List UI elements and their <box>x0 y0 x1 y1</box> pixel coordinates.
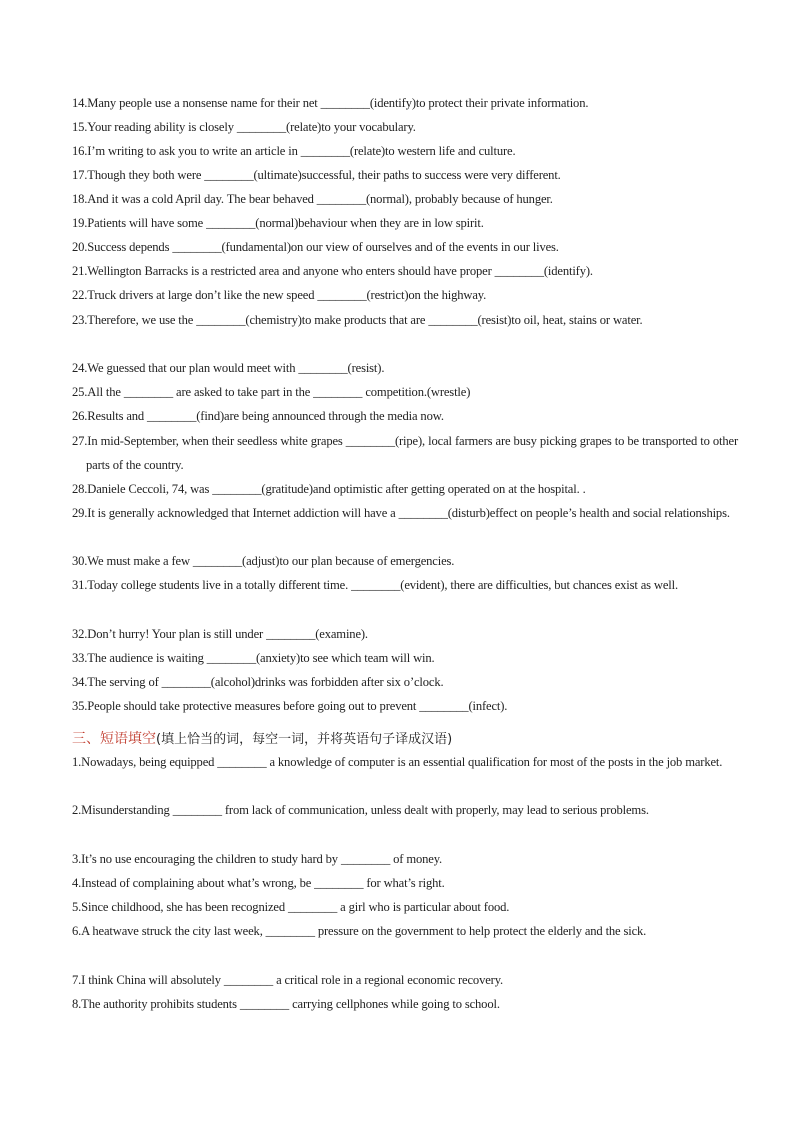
question-15: 15.Your reading ability is closely ________(relate)to your vocabulary. <box>72 120 416 134</box>
question-16: 16.I’m writing to ask you to write an article in ________(relate)to western life and culture. <box>72 144 516 158</box>
section-3-heading <box>72 728 452 751</box>
question-24: 24.We guessed that our plan would meet with ________(resist). <box>72 361 385 375</box>
question-27: 27.In mid-September, when their seedless white grapes ________(ripe), local farmers are busy picking grapes to be transported to other parts of the country. <box>72 434 738 472</box>
question-21: 21.Wellington Barracks is a restricted area and anyone who enters should have proper ________(identify). <box>72 264 593 278</box>
phrase-question-5: 5.Since childhood, she has been recognized ________ a girl who is particular about food. <box>72 900 510 914</box>
phrase-question-3: 3.It’s no use encouraging the children to study hard by ________ of money. <box>72 852 443 866</box>
phrase-question-8: 8.The authority prohibits students ________ carrying cellphones while going to school. <box>72 997 500 1011</box>
question-14: 14.Many people use a nonsense name for their net ________(identify)to protect their private information. <box>72 96 589 110</box>
question-22: 22.Truck drivers at large don’t like the new speed ________(restrict)on the highway. <box>72 288 487 302</box>
question-35: 35.People should take protective measures before going out to prevent ________(infect). <box>72 699 508 713</box>
section-3-instructions: (填上恰当的词，每空一词，并将英语句子译成汉语) <box>156 732 453 747</box>
phrase-question-2: 2.Misunderstanding ________ from lack of communication, unless dealt with properly, may lead to serious problems. <box>72 803 649 817</box>
question-29: 29.It is generally acknowledged that Internet addiction will have a ________(disturb)effect on people’s health and social relationships. <box>72 506 730 520</box>
phrase-question-4: 4.Instead of complaining about what’s wrong, be ________ for what’s right. <box>72 876 445 890</box>
phrase-question-7: 7.I think China will absolutely ________ a critical role in a regional economic recovery. <box>72 973 504 987</box>
question-30: 30.We must make a few ________(adjust)to our plan because of emergencies. <box>72 554 455 568</box>
phrase-question-6: 6.A heatwave struck the city last week, ________ pressure on the government to help protect the elderly and the sick. <box>72 924 647 938</box>
question-19: 19.Patients will have some ________(normal)behaviour when they are in low spirit. <box>72 216 484 230</box>
question-18: 18.And it was a cold April day. The bear behaved ________(normal), probably because of hunger. <box>72 192 553 206</box>
question-31: 31.Today college students live in a totally different time. ________(evident), there are difficulties, but chances exist as well. <box>72 578 679 592</box>
question-33: 33.The audience is waiting ________(anxiety)to see which team will win. <box>72 651 435 665</box>
question-17: 17.Though they both were ________(ultimate)successful, their paths to success were very different. <box>72 168 561 182</box>
question-28: 28.Daniele Ceccoli, 74, was ________(gratitude)and optimistic after getting operated on at the hospital. . <box>72 482 586 496</box>
question-23: 23.Therefore, we use the ________(chemistry)to make products that are ________(resist)to oil, heat, stains or water. <box>72 313 643 327</box>
question-25: 25.All the ________ are asked to take part in the ________ competition.(wrestle) <box>72 385 471 399</box>
question-26: 26.Results and ________(find)are being announced through the media now. <box>72 409 444 423</box>
phrase-question-1: 1.Nowadays, being equipped ________ a knowledge of computer is an essential qualification for most of the posts in the job market. <box>72 755 723 769</box>
question-34: 34.The serving of ________(alcohol)drinks was forbidden after six o’clock. <box>72 675 444 689</box>
section-3-title: 三、短语填空 <box>72 731 156 747</box>
question-32: 32.Don’t hurry! Your plan is still under ________(examine). <box>72 627 368 641</box>
question-20: 20.Success depends ________(fundamental)on our view of ourselves and of the events in our lives. <box>72 240 559 254</box>
